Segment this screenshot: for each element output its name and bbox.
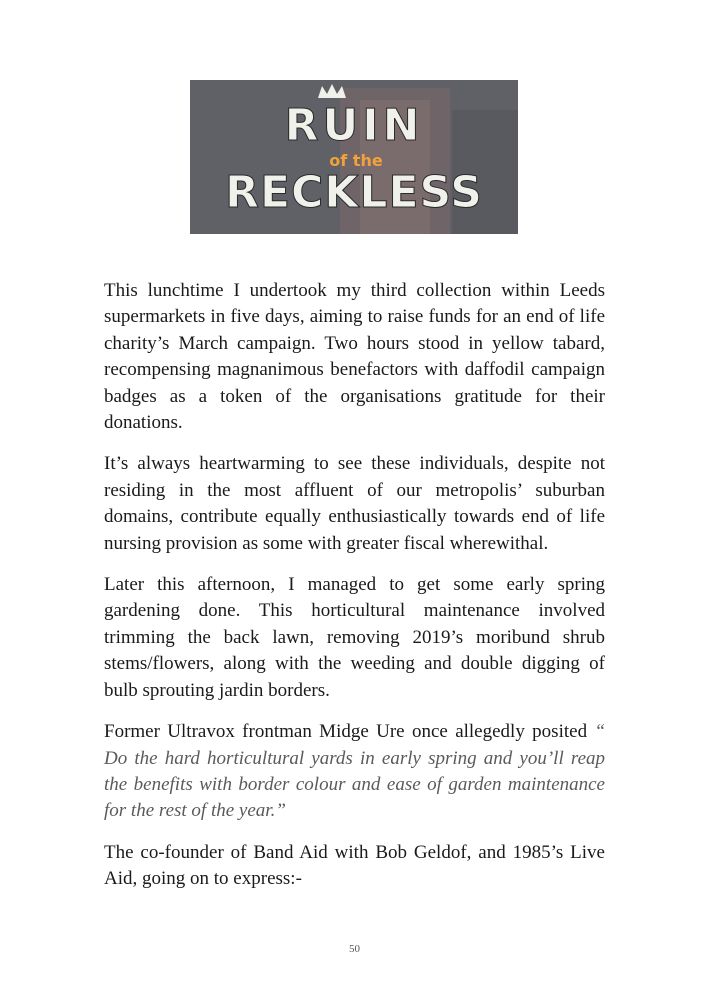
logo-title-top: RUIN: [284, 100, 424, 151]
paragraph-midge-ure: [104, 719, 605, 825]
paragraph-band-aid: The co-founder of Band Aid with Bob Geldof, and 1985’s Live Aid, going on to express:-: [104, 841, 605, 890]
midge-ure-quote: “ Do the hard horticultural yards in early spring and you’ll reap the benefits with border colour and ease of garden maintenance for the rest of the year.”: [104, 721, 606, 822]
paragraph-collection: This lunchtime I undertook my third collection within Leeds supermarkets in five days, aiming to raise funds for an end of life charity’s March campaign. Two hours stood in yellow tabard, recompensing magnanimous benefactors with daffodil campaign badges as a token of the organisations gratitude for their donations.: [104, 280, 605, 434]
midge-ure-intro: Former Ultravox frontman Midge Ure once allegedly posited: [104, 721, 588, 743]
article-body: [104, 278, 605, 908]
logo-artwork: [190, 80, 518, 234]
paragraph-gardening: Later this afternoon, I managed to get some early spring gardening done. This horticultural maintenance involved trimming the back lawn, removing 2019’s moribund shrub stems/flowers, along with the weeding and double digging of bulb sprouting jardin borders.: [104, 574, 605, 701]
page-number: 50: [349, 943, 360, 955]
paragraph-heartwarming: It’s always heartwarming to see these individuals, despite not residing in the most affluent of our metropolis’ suburban domains, contribute equally enthusiastically towards end of life nursing provision as some with greater fiscal wherewithal.: [104, 453, 605, 554]
logo-title-bottom: RECKLESS: [225, 167, 483, 218]
ruin-of-the-reckless-logo: [190, 80, 518, 234]
logo-title-middle: of the: [329, 151, 383, 170]
